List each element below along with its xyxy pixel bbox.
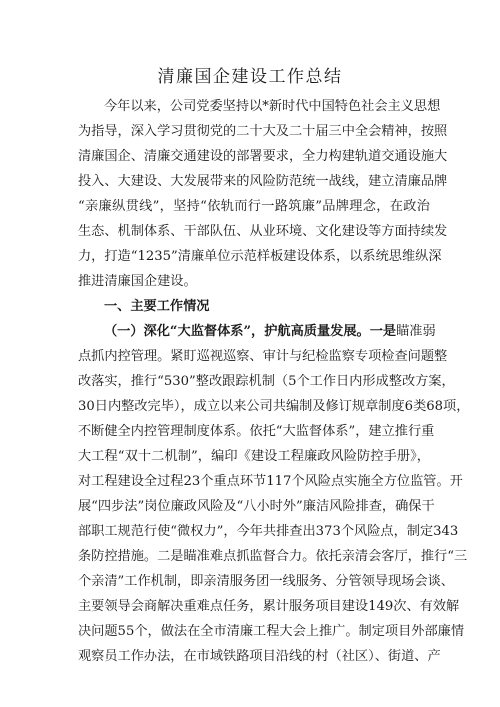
paragraph-line: 部职工规范行使“微权力”，今年共排查出373个风险点，制定343 <box>78 524 459 539</box>
paragraph-line: 改落实，推行“530”整改跟踪机制（5个工作日内形成整改方案， <box>78 374 455 389</box>
subsection-line <box>104 324 436 339</box>
paragraph-line: “亲廉纵贯线”，坚持“依轨而行一路筑廉”品牌理念，在政治 <box>78 199 430 214</box>
paragraph-line: 个亲清”工作机制，即亲清服务团一线服务、分管领导现场会谈、 <box>78 574 454 589</box>
paragraph-line: 清廉国企、清廉交通建设的部署要求，全力构建轨道交通设施大 <box>78 149 448 164</box>
subsection-tail: 瞄准弱 <box>396 324 436 339</box>
paragraph-line: 力，打造“1235”清廉单位示范样板建设体系，以系统思维纵深 <box>78 249 442 264</box>
paragraph-line: 对工程建设全过程23个重点环节117个风险点实施全方位监管。开 <box>78 474 463 489</box>
paragraph-line: 展“四步法”岗位廉政风险及“八小时外”廉洁风险排查，确保干 <box>78 499 435 514</box>
paragraph-line: 今年以来，公司党委坚持以*新时代中国特色社会主义思想 <box>104 99 441 114</box>
paragraph-line: 推进清廉国企建设。 <box>78 274 197 289</box>
paragraph-line: 30日内整改完毕），成立以来公司共编制及修订规章制度6类68项， <box>78 399 470 414</box>
paragraph-line: 点抓内控管理。紧盯巡视巡察、审计与纪检监察专项检查问题整 <box>78 349 448 364</box>
paragraph-line: 决问题55个，做法在全市清廉工程大会上推广。制定项目外部廉情 <box>78 624 465 639</box>
document-title: 清廉国企建设工作总结 <box>157 67 343 87</box>
paragraph-line: 大工程“双十二机制”，编印《建设工程廉政风险防控手册》， <box>78 449 430 464</box>
paragraph-line: 生态、机制体系、干部队伍、从业环境、文化建设等方面持续发 <box>78 224 448 239</box>
paragraph-line: 投入、大建设、大发展带来的风险防范统一战线，建立清廉品牌 <box>78 174 448 189</box>
paragraph-line: 主要领导会商解决重难点任务，累计服务项目建设149次、有效解 <box>78 599 460 614</box>
paragraph-line: 为指导，深入学习贯彻党的二十大及二十届三中全会精神，按照 <box>78 124 448 139</box>
subsection-heading: （一）深化“大监督体系”，护航高质量发展。 <box>104 324 370 339</box>
subsection-lead: 一是 <box>369 324 397 339</box>
section-heading: 一、主要工作情况 <box>104 299 210 314</box>
paragraph-line: 不断健全内控管理制度体系。依托“大监督体系”，建立推行重 <box>78 424 435 439</box>
paragraph-line: 条防控措施。二是瞄准难点抓监督合力。依托亲清会客厅，推行“三 <box>78 549 468 564</box>
paragraph-line: 观察员工作办法，在市域铁路项目沿线的村（社区）、街道、产 <box>78 649 441 664</box>
